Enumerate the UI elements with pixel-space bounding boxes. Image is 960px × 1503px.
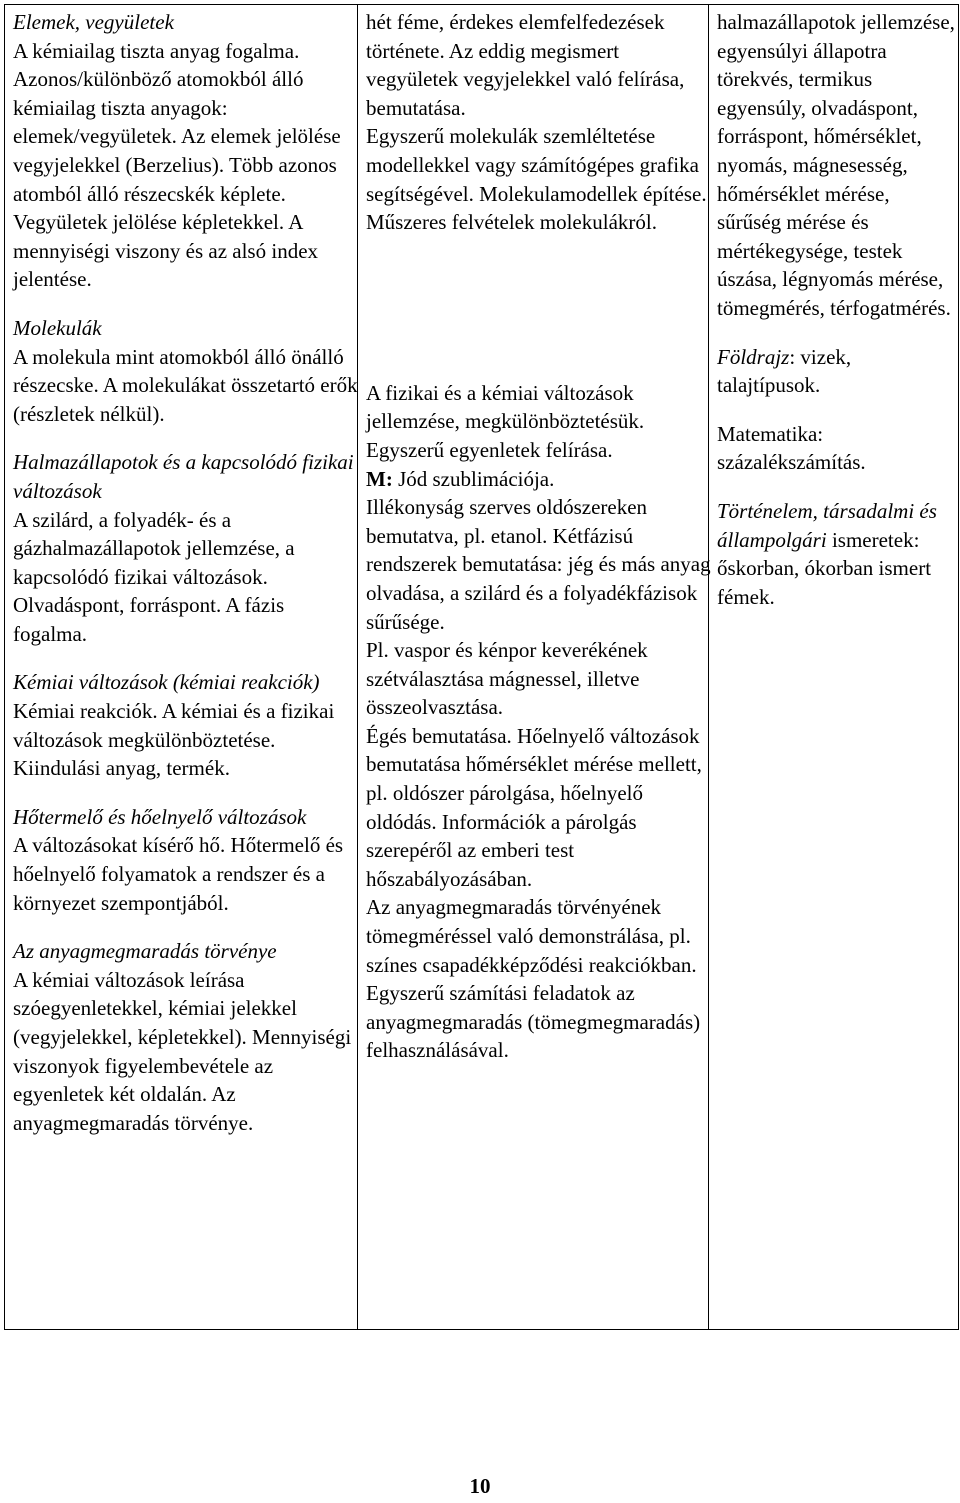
activity-text: Egyszerű molekulák szemléltetése modellekkel vagy számítógépes grafika segítségével. Molekulamodellek építése. Műszeres felvételek molekulákról. [366,124,707,235]
activity-text: hét féme, érdekes elemfelfedezések története. Az eddig megismert vegyületek vegyjelekkel való felírása, bemutatása. [366,10,685,120]
connection-item [717,420,957,477]
activity-text: Egyszerű számítási feladatok az anyagmegmaradás (tömegmegmaradás) felhasználásával. [366,981,701,1063]
experiment-label: M: [366,466,393,491]
activity-text [366,465,711,494]
curriculum-table [4,4,959,1330]
section-body: A kémiai változások leírása szóegyenletekkel, kémiai jelekkel (vegyjelekkel, képletekkel). Mennyiségi viszonyok figyelembevétele az egyenletek két oldalán. Az anyagmegmaradás törvénye. [13,967,352,1135]
section-title: Molekulák [13,315,102,340]
page-number: 10 [469,1474,491,1498]
content-column [13,8,358,1137]
connection-text: : vizek, talajtípusok. [717,344,852,398]
connections-column [717,8,957,611]
activity-text: Az anyagmegmaradás törvényének tömegméréssel való demonstrálása, pl. színes csapadékképződési reakciókban. [366,895,697,977]
subject-label: Történelem, társadalmi és állampolgári [717,498,937,552]
connection-item [717,343,957,400]
section-body: A változásokat kísérő hő. Hőtermelő és hőelnyelő folyamatok a rendszer és a környezet szempontjából. [13,833,344,915]
activities-column [366,8,711,1065]
subject-label: Matematika [717,421,818,446]
section-title: Az anyagmegmaradás törvénye [13,939,277,964]
connection-text: ismeretek: őskorban, ókorban ismert fémek. [717,527,932,609]
section-title: Halmazállapotok és a kapcsolódó fizikai változások [13,450,354,503]
activity-text: Egyszerű egyenletek felírása. [366,437,613,462]
connection-text: : százalékszámítás. [717,421,866,475]
activity-text: Illékonyság szerves oldószereken bemutatva, pl. etanol. Kétfázisú rendszerek bemutatása: jég és más anyag olvadása, a szilárd és a folyadékfázisok sűrűsége. [366,495,711,634]
subject-label: Földrajz [717,344,790,369]
activity-text: Jód szublimációja. [392,466,555,491]
section-body: A kémiailag tiszta anyag fogalma. Azonos/különböző atomokból álló kémiailag tiszta anyagok: elemek/vegyületek. Az elemek jelölése vegyjelekkel (Berzelius). Több azonos atomból álló részecskék képlete. Vegyületek jelölése képletekkel. A mennyiségi viszony és az alsó index jelentése. [13,38,341,292]
connection-item [717,497,957,611]
section-body: A szilárd, a folyadék- és a gázhalmazállapotok jellemzése, a kapcsolódó fizikai változások. Olvadáspont, forráspont. A fázis fogalma. [13,507,295,646]
section-title: Hőtermelő és hőelnyelő változások [13,804,307,829]
activity-text: Pl. vaspor és kénpor keverékének szétválasztása mágnessel, illetve összeolvasztása. [366,638,648,720]
section-title: Elemek, vegyületek [13,10,174,34]
section-title: Kémiai változások (kémiai reakciók) [13,670,320,695]
section-body: Kémiai reakciók. A kémiai és a fizikai változások megkülönböztetése. Kiindulási anyag, termék. [13,699,335,781]
activity-text: A fizikai és a kémiai változások jellemzése, megkülönböztetésük. [366,380,645,434]
connection-text: halmazállapotok jellemzése, egyensúlyi állapotra törekvés, termikus egyensúly, olvadáspont, forráspont, hőmérséklet, nyomás, mágnesesség, hőmérséklet mérése, sűrűség mérése és mértékegysége, testek úszása, légnyomás mérése, tömegmérés, térfogatmérés. [717,10,955,320]
activity-text: Égés bemutatása. Hőelnyelő változások bemutatása hőmérséklet mérése mellett, pl. oldószer párolgása, hőelnyelő oldódás. Információk a párolgás szerepéről az emberi test hőszabályozásában. [366,723,702,891]
section-body: A molekula mint atomokból álló önálló részecske. A molekulákat összetartó erők (részletek nélkül). [13,344,358,426]
